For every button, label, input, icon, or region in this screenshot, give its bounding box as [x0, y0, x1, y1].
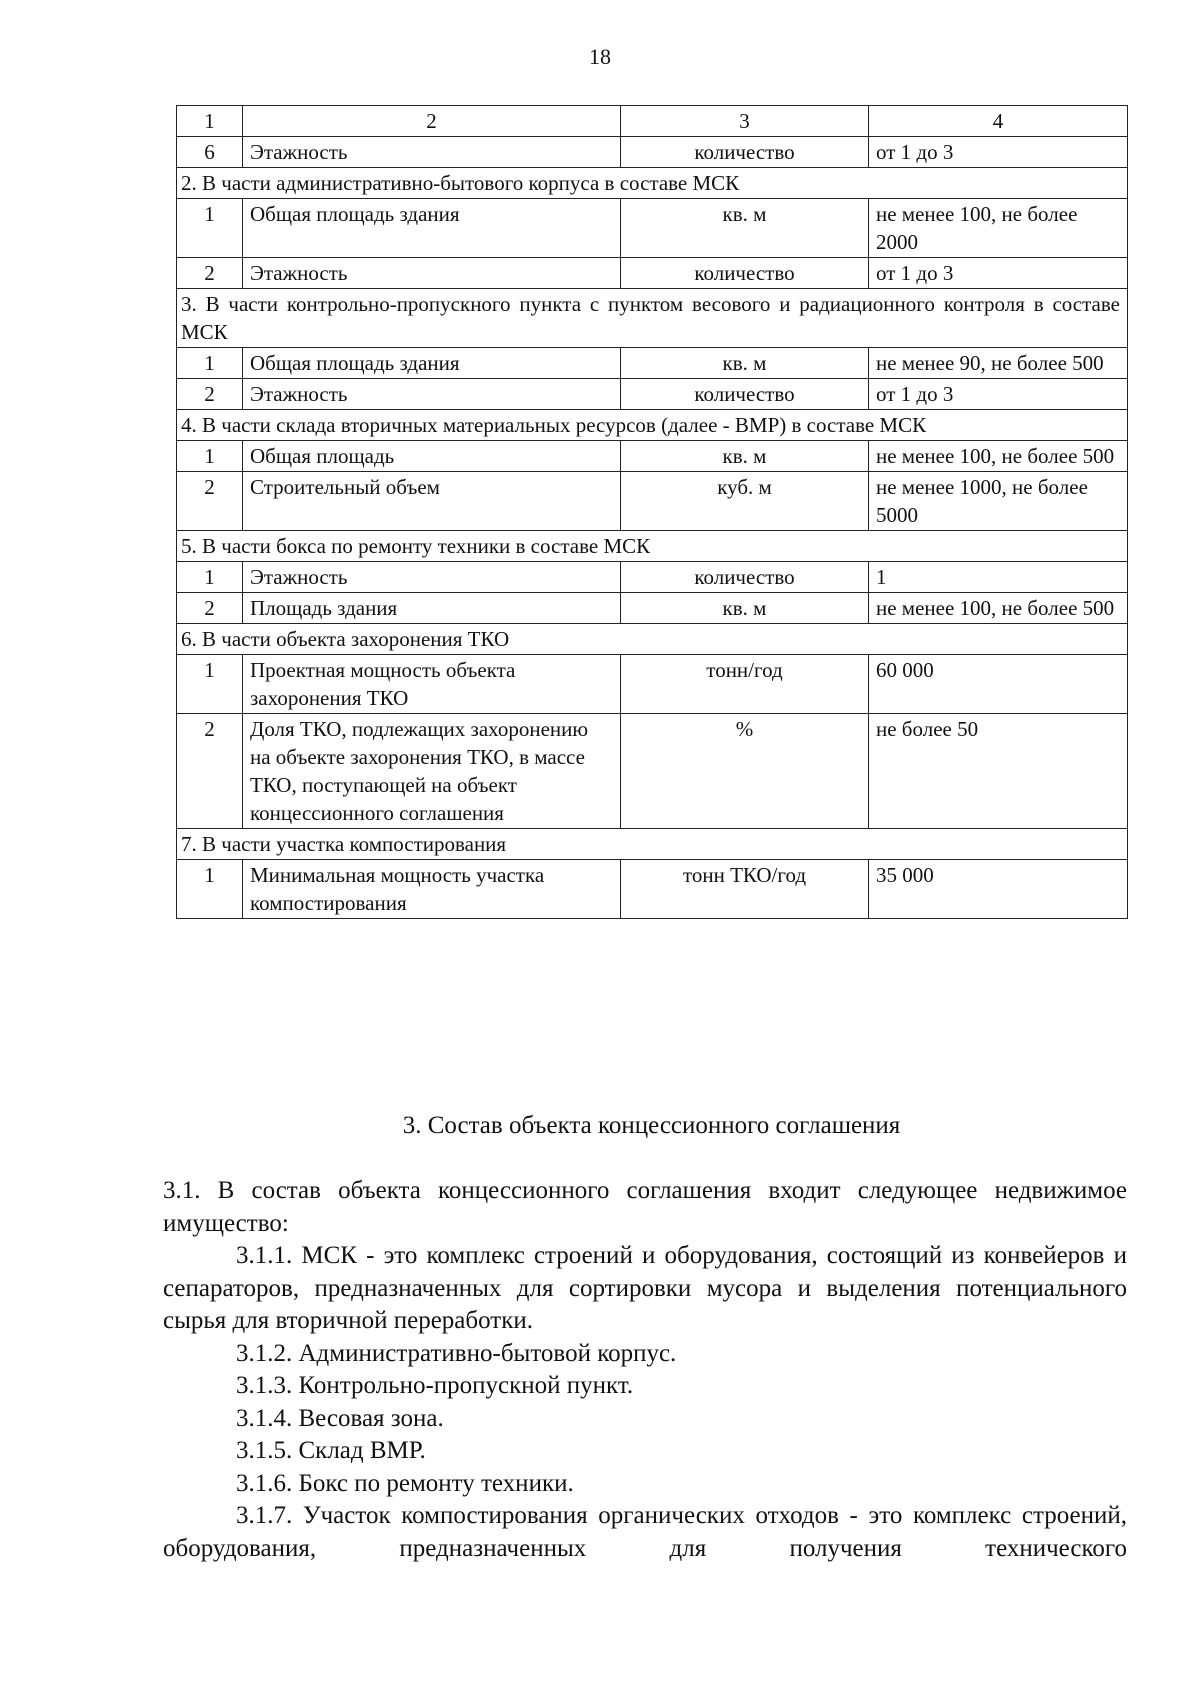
section-row — [177, 410, 1128, 441]
value: от 1 до 3 — [869, 379, 1128, 410]
table-body — [177, 106, 1128, 919]
unit: кв. м — [621, 441, 869, 472]
unit: количество — [621, 137, 869, 168]
section-row — [177, 168, 1128, 199]
unit: количество — [621, 258, 869, 289]
section-title: 2. В части административно-бытового корпуса в составе МСК — [177, 168, 1128, 199]
parameter-name: Этажность — [243, 137, 621, 168]
row-number: 2 — [177, 379, 243, 410]
row-number: 1 — [177, 860, 243, 919]
section-heading: 3. Состав объекта концессионного соглашения — [402, 1112, 901, 1139]
paragraph: 3.1.1. МСК - это комплекс строений и оборудования, состоящий из конвейеров и сепараторов, предназначенных для сортировки мусора и выделения потенциального сырья для вторичной переработки. — [163, 1242, 1127, 1334]
unit: кв. м — [621, 593, 869, 624]
table-row — [177, 441, 1128, 472]
section-row — [177, 829, 1128, 860]
table-row — [177, 379, 1128, 410]
unit: тонн ТКО/год — [621, 860, 869, 919]
paragraph: 3.1.6. Бокс по ремонту техники. — [236, 1469, 574, 1497]
page-number: 18 — [589, 44, 611, 69]
row-number: 2 — [177, 593, 243, 624]
parameter-name: Этажность — [243, 379, 621, 410]
paragraph: 3.1.3. Контрольно-пропускной пункт. — [236, 1372, 634, 1399]
table-header-row — [177, 106, 1128, 137]
value: не менее 100, не более 500 — [869, 441, 1128, 472]
parameter-name: Доля ТКО, подлежащих захоронению на объекте захоронения ТКО, в массе ТКО, поступающей на объект концессионного соглашения — [243, 714, 621, 829]
parameter-name: Общая площадь — [243, 441, 621, 472]
row-number: 2 — [177, 472, 243, 531]
section-title: 4. В части склада вторичных материальных ресурсов (далее - ВМР) в составе МСК — [177, 410, 1128, 441]
header-cell: 4 — [869, 106, 1128, 137]
value: не менее 1000, не более 5000 — [869, 472, 1128, 531]
table-row — [177, 562, 1128, 593]
value: 60 000 — [869, 655, 1128, 714]
header-cell: 1 — [177, 106, 243, 137]
table-row — [177, 199, 1128, 258]
paragraph: 3.1.7. Участок компостирования органических отходов - это комплекс строений, оборудования, предназначенных для получения технического — [163, 1502, 1127, 1562]
table-row — [177, 348, 1128, 379]
parameters-table — [176, 105, 1128, 919]
value: от 1 до 3 — [869, 137, 1128, 168]
unit: % — [621, 714, 869, 829]
row-number: 6 — [177, 137, 243, 168]
parameter-name: Площадь здания — [243, 593, 621, 624]
value: не более 50 — [869, 714, 1128, 829]
value: 35 000 — [869, 860, 1128, 919]
section-title: 7. В части участка компостирования — [177, 829, 1128, 860]
table-row — [177, 472, 1128, 531]
value: не менее 100, не более 500 — [869, 593, 1128, 624]
table-row — [177, 258, 1128, 289]
parameter-name: Проектная мощность объекта захоронения ТКО — [243, 655, 621, 714]
unit: количество — [621, 562, 869, 593]
section-row — [177, 624, 1128, 655]
value: не менее 90, не более 500 — [869, 348, 1128, 379]
table-row — [177, 714, 1128, 829]
paragraph: 3.1. В состав объекта концессионного соглашения входит следующее недвижимое имущество: — [163, 1177, 1127, 1237]
paragraph: 3.1.5. Склад ВМР. — [236, 1437, 426, 1464]
body-text — [163, 1175, 1127, 1565]
unit: тонн/год — [621, 655, 869, 714]
value: от 1 до 3 — [869, 258, 1128, 289]
table-row — [177, 137, 1128, 168]
parameter-name: Общая площадь здания — [243, 199, 621, 258]
table-row — [177, 860, 1128, 919]
header-cell: 2 — [243, 106, 621, 137]
parameter-name: Общая площадь здания — [243, 348, 621, 379]
section-row — [177, 289, 1128, 348]
parameter-name: Этажность — [243, 258, 621, 289]
table-row — [177, 655, 1128, 714]
row-number: 1 — [177, 562, 243, 593]
row-number: 1 — [177, 199, 243, 258]
section-title: 5. В части бокса по ремонту техники в составе МСК — [177, 531, 1128, 562]
parameter-name: Строительный объем — [243, 472, 621, 531]
value: 1 — [869, 562, 1128, 593]
parameter-name: Этажность — [243, 562, 621, 593]
unit: кв. м — [621, 348, 869, 379]
unit: количество — [621, 379, 869, 410]
parameter-name: Минимальная мощность участка компостирования — [243, 860, 621, 919]
section-row — [177, 531, 1128, 562]
row-number: 1 — [177, 348, 243, 379]
row-number: 1 — [177, 441, 243, 472]
header-cell: 3 — [621, 106, 869, 137]
unit: кв. м — [621, 199, 869, 258]
paragraph: 3.1.4. Весовая зона. — [236, 1404, 444, 1432]
unit: куб. м — [621, 472, 869, 531]
section-title: 6. В части объекта захоронения ТКО — [177, 624, 1128, 655]
paragraph: 3.1.2. Административно-бытовой корпус. — [236, 1339, 677, 1367]
table-row — [177, 593, 1128, 624]
row-number: 1 — [177, 655, 243, 714]
section-title: 3. В части контрольно-пропускного пункта с пунктом весового и радиационного контроля в составе МСК — [177, 289, 1128, 348]
row-number: 2 — [177, 714, 243, 829]
value: не менее 100, не более 2000 — [869, 199, 1128, 258]
row-number: 2 — [177, 258, 243, 289]
